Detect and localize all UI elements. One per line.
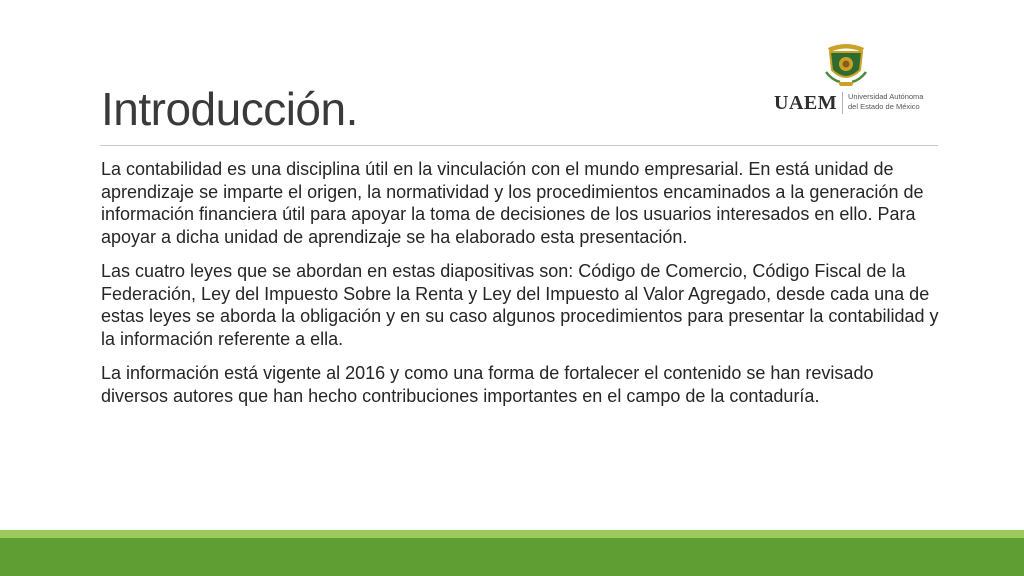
slide-body [101,158,941,419]
logo-acronym: UAEM [774,92,838,114]
paragraph-2: Las cuatro leyes que se abordan en estas diapositivas son: Código de Comercio, Código Fiscal de la Federación, Ley del Impuesto Sobre la Renta y Ley del Impuesto al Valor Agregado, desde cada una de estas leyes se aborda la obligación y en su caso algunos procedimientos para presentar la contabilidad y la información referente a ella. [101,261,939,349]
logo-name-line-1: Universidad Autónoma [848,92,924,101]
uaem-logo [770,42,940,122]
title-divider [100,145,938,146]
logo-university-name [848,92,938,112]
paragraph-3: La información está vigente al 2016 y como una forma de fortalecer el contenido se han revisado diversos autores que han hecho contribuciones importantes en el campo de la contaduría. [101,363,874,406]
logo-name-line-2: del Estado de México [848,102,920,111]
footer-band-light [0,530,1024,538]
footer-band-dark [0,538,1024,576]
slide-title: Introducción. [101,83,358,135]
logo-divider [842,92,843,114]
paragraph-1: La contabilidad es una disciplina útil en la vinculación con el mundo empresarial. En está unidad de aprendizaje se imparte el origen, la normatividad y los procedimientos encaminados a la generación de información financiera útil para apoyar la toma de decisiones de los usuarios interesados en ello. Para apoyar a dicha unidad de aprendizaje se ha elaborado esta presentación. [101,159,924,247]
university-crest-icon [822,42,870,86]
